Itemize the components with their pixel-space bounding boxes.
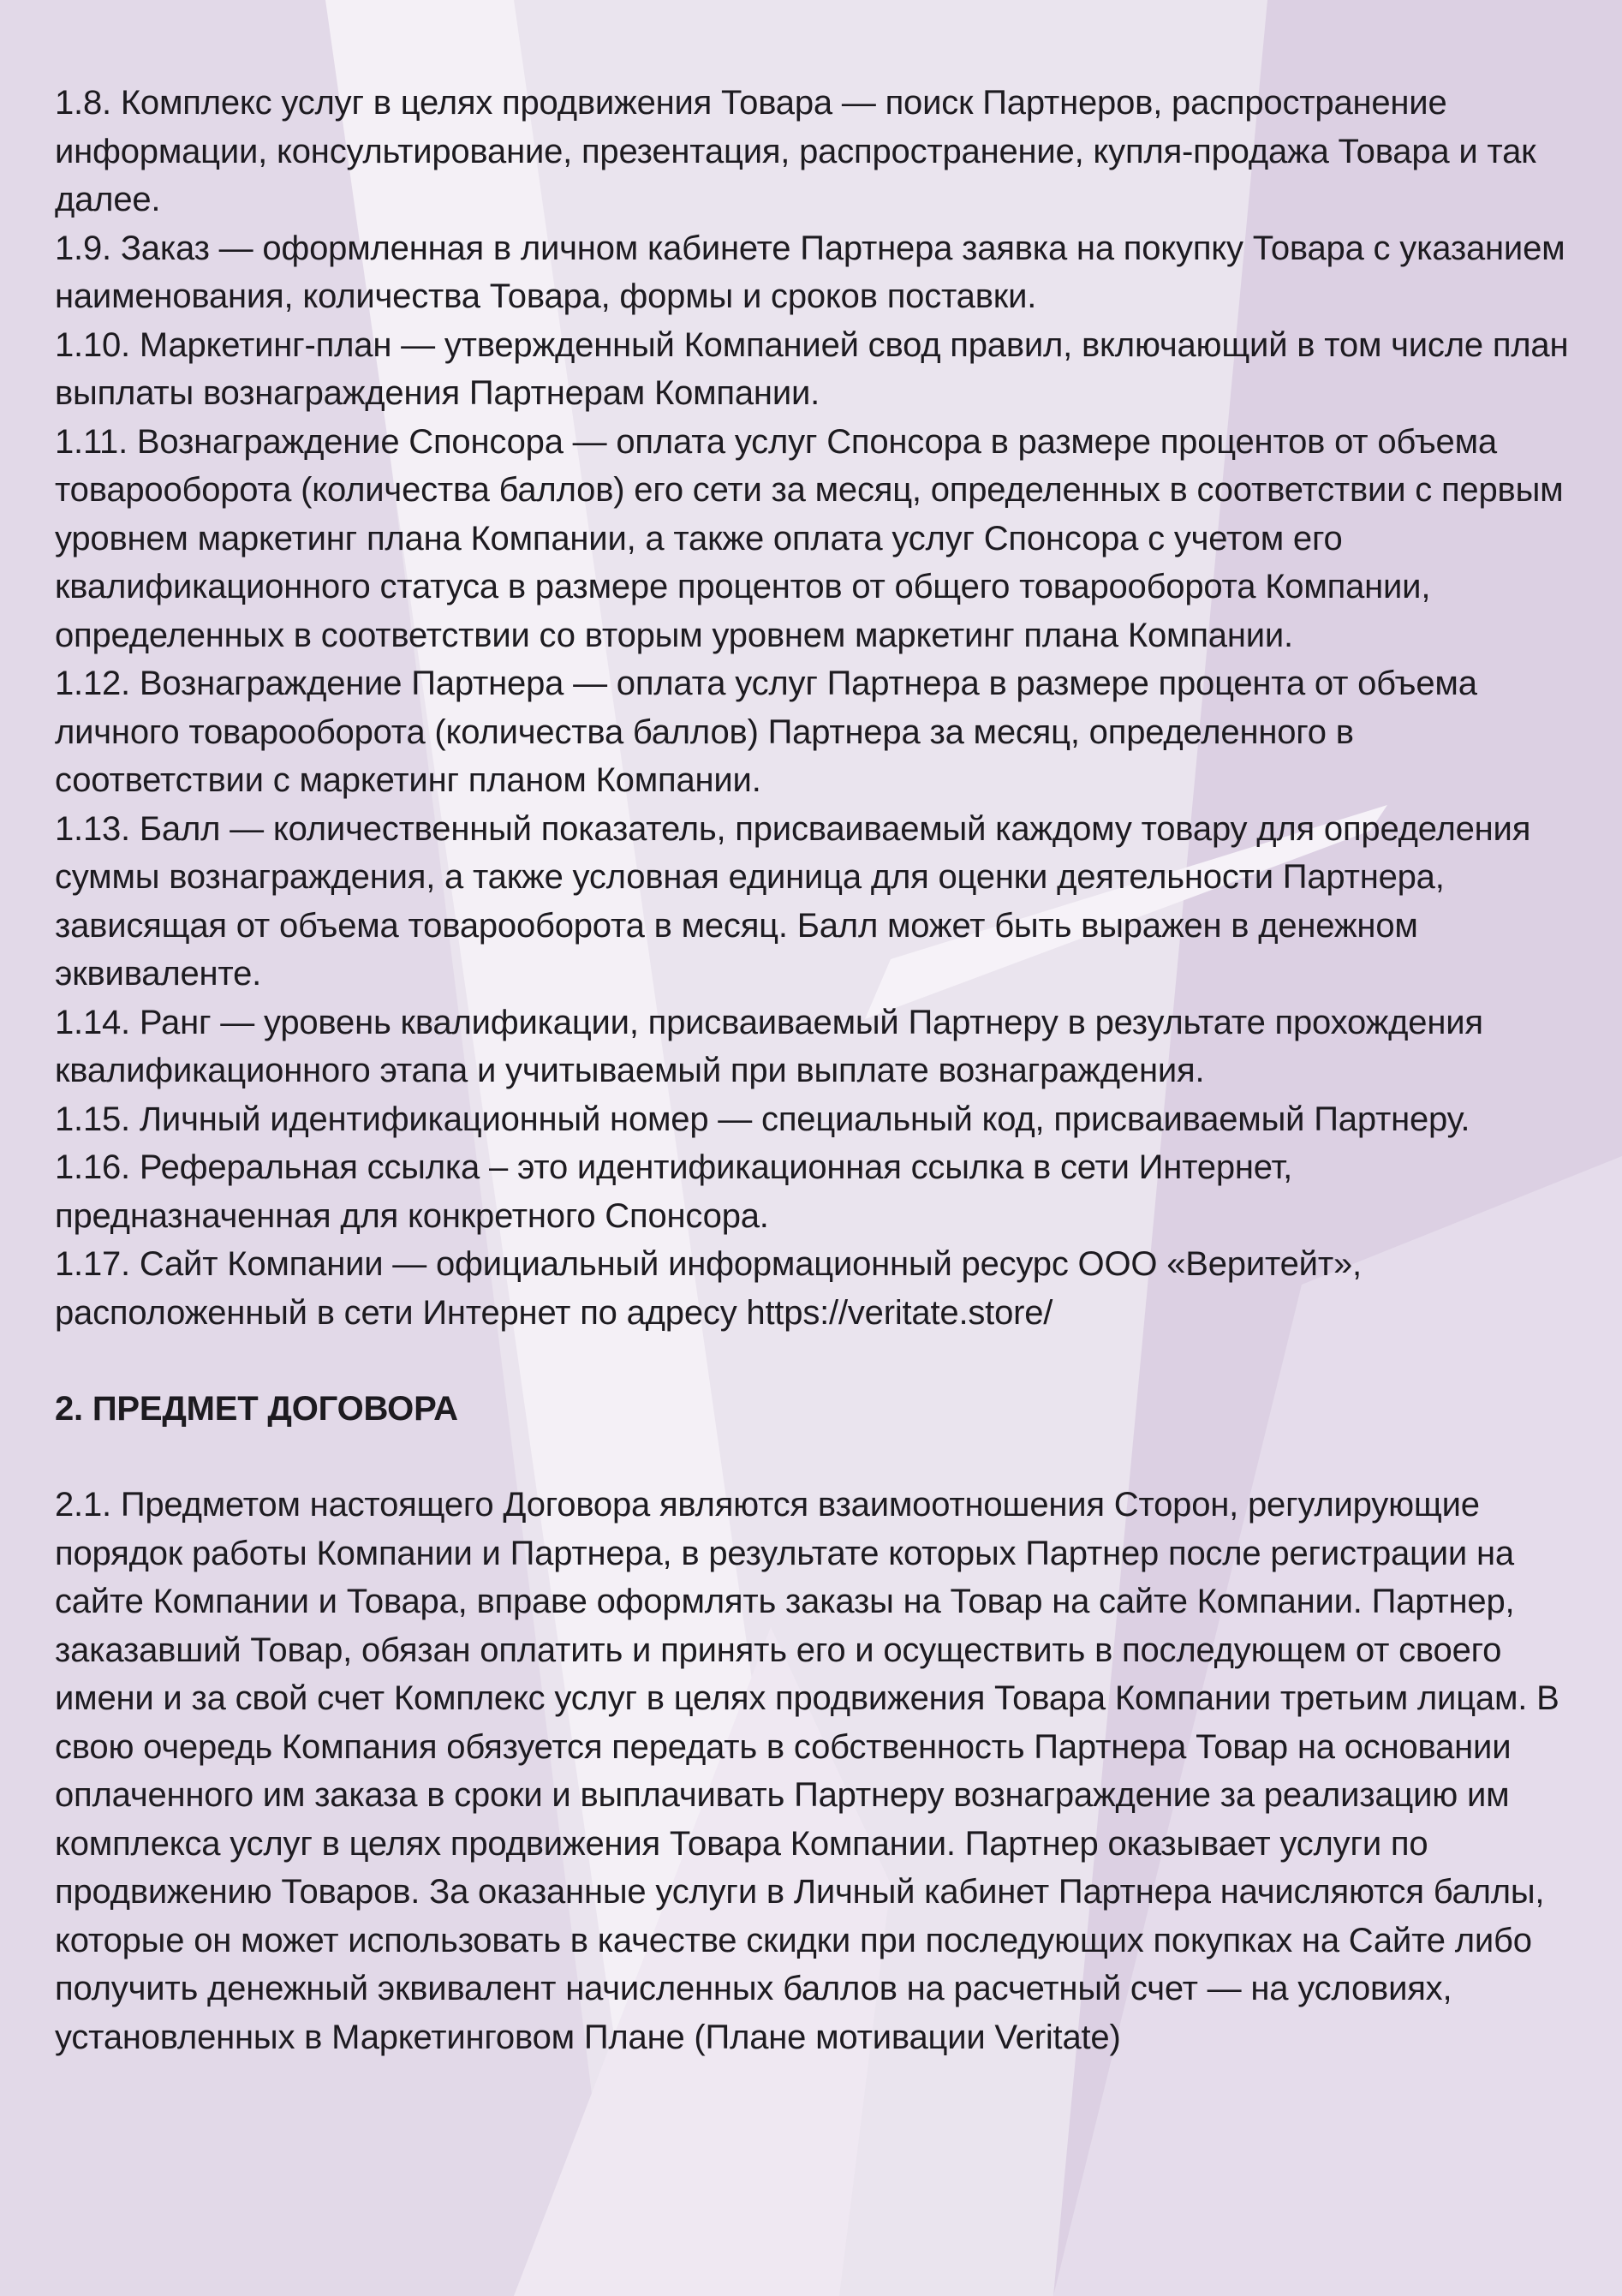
definition-item-1-14: 1.14. Ранг — уровень квалификации, присваиваемый Партнеру в результате прохождения квалификационного этапа и учитываемый при выплате вознаграждения. (55, 1003, 1483, 1089)
section-paragraph-2-1: 2.1. Предметом настоящего Договора являются взаимоотношения Сторон, регулирующие порядок работы Компании и Партнера, в результате которых Партнер после регистрации на сайте Компании и Товара, вправе оформлять заказы на Товар на сайте Компании. Партнер, заказавший Товар, обязан оплатить и принять его и осуществить в последующем от своего имени и за свой счет Комплекс услуг в целях продвижения Товара Компании третьим лицам. В свою очередь Компания обязуется передать в собственность Партнера Товар на основании оплаченного им заказа в сроки и выплачивать Партнеру вознаграждение за реализацию им комплекса услуг в целях продвижения Товара Компании. Партнер оказывает услуги по продвижению Товаров. За оказанные услуги в Личный кабинет Партнера начисляются баллы, которые он может использовать в качестве скидки при последующих покупках на Сайте либо получить денежный эквивалент начисленных баллов на расчетный счет — на условиях, установленных в Маркетинговом Плане (Плане мотивации Veritate) (55, 1486, 1559, 2056)
definition-item-1-8: 1.8. Комплекс услуг в целях продвижения Товара — поиск Партнеров, распространение информации, консультирование, презентация, распространение, купля-продажа Товара и так далее. (55, 84, 1536, 218)
definition-item-1-16: 1.16. Реферальная ссылка – это идентификационная ссылка в сети Интернет, предназначенная для конкретного Спонсора. (55, 1148, 1293, 1235)
definition-item-1-9: 1.9. Заказ — оформленная в личном кабинете Партнера заявка на покупку Товара с указанием наименования, количества Товара, формы и сроков поставки. (55, 229, 1565, 315)
definition-item-1-12: 1.12. Вознаграждение Партнера — оплата услуг Партнера в размере процента от объема личного товарооборота (количества баллов) Партнера за месяц, определенного в соответствии с маркетинг планом Компании. (55, 665, 1477, 799)
definition-item-1-13: 1.13. Балл — количественный показатель, присваиваемый каждому товару для определения суммы вознаграждения, а также условная единица для оценки деятельности Партнера, зависящая от объема товарооборота в месяц. Балл может быть выражен в денежном эквиваленте. (55, 809, 1531, 993)
document-page (55, 79, 1571, 2061)
section-spacer (55, 1433, 1571, 1481)
definition-item-1-15: 1.15. Личный идентификационный номер — специальный код, присваиваемый Партнеру. (55, 1100, 1470, 1138)
section-title: 2. ПРЕДМЕТ ДОГОВОРА (55, 1390, 458, 1428)
definition-item-1-10: 1.10. Маркетинг-план — утвержденный Компанией свод правил, включающий в том числе план выплаты вознаграждения Партнерам Компании. (55, 325, 1569, 412)
section-spacer (55, 1337, 1571, 1385)
definitions-list (55, 79, 1571, 1337)
definition-item-1-17: 1.17. Сайт Компании — официальный информационный ресурс ООО «Веритейт», расположенный в сети Интернет по адресу https://veritate.store/ (55, 1245, 1362, 1332)
definition-item-1-11: 1.11. Вознаграждение Спонсора — оплата услуг Спонсора в размере процентов от объема товарооборота (количества баллов) его сети за месяц, определенных в соответствии с первым уровнем маркетинг плана Компании, а также оплата услуг Спонсора с учетом его квалификационного статуса в размере процентов от общего товарооборота Компании, определенных в соответствии со вторым уровнем маркетинг плана Компании. (55, 422, 1564, 654)
